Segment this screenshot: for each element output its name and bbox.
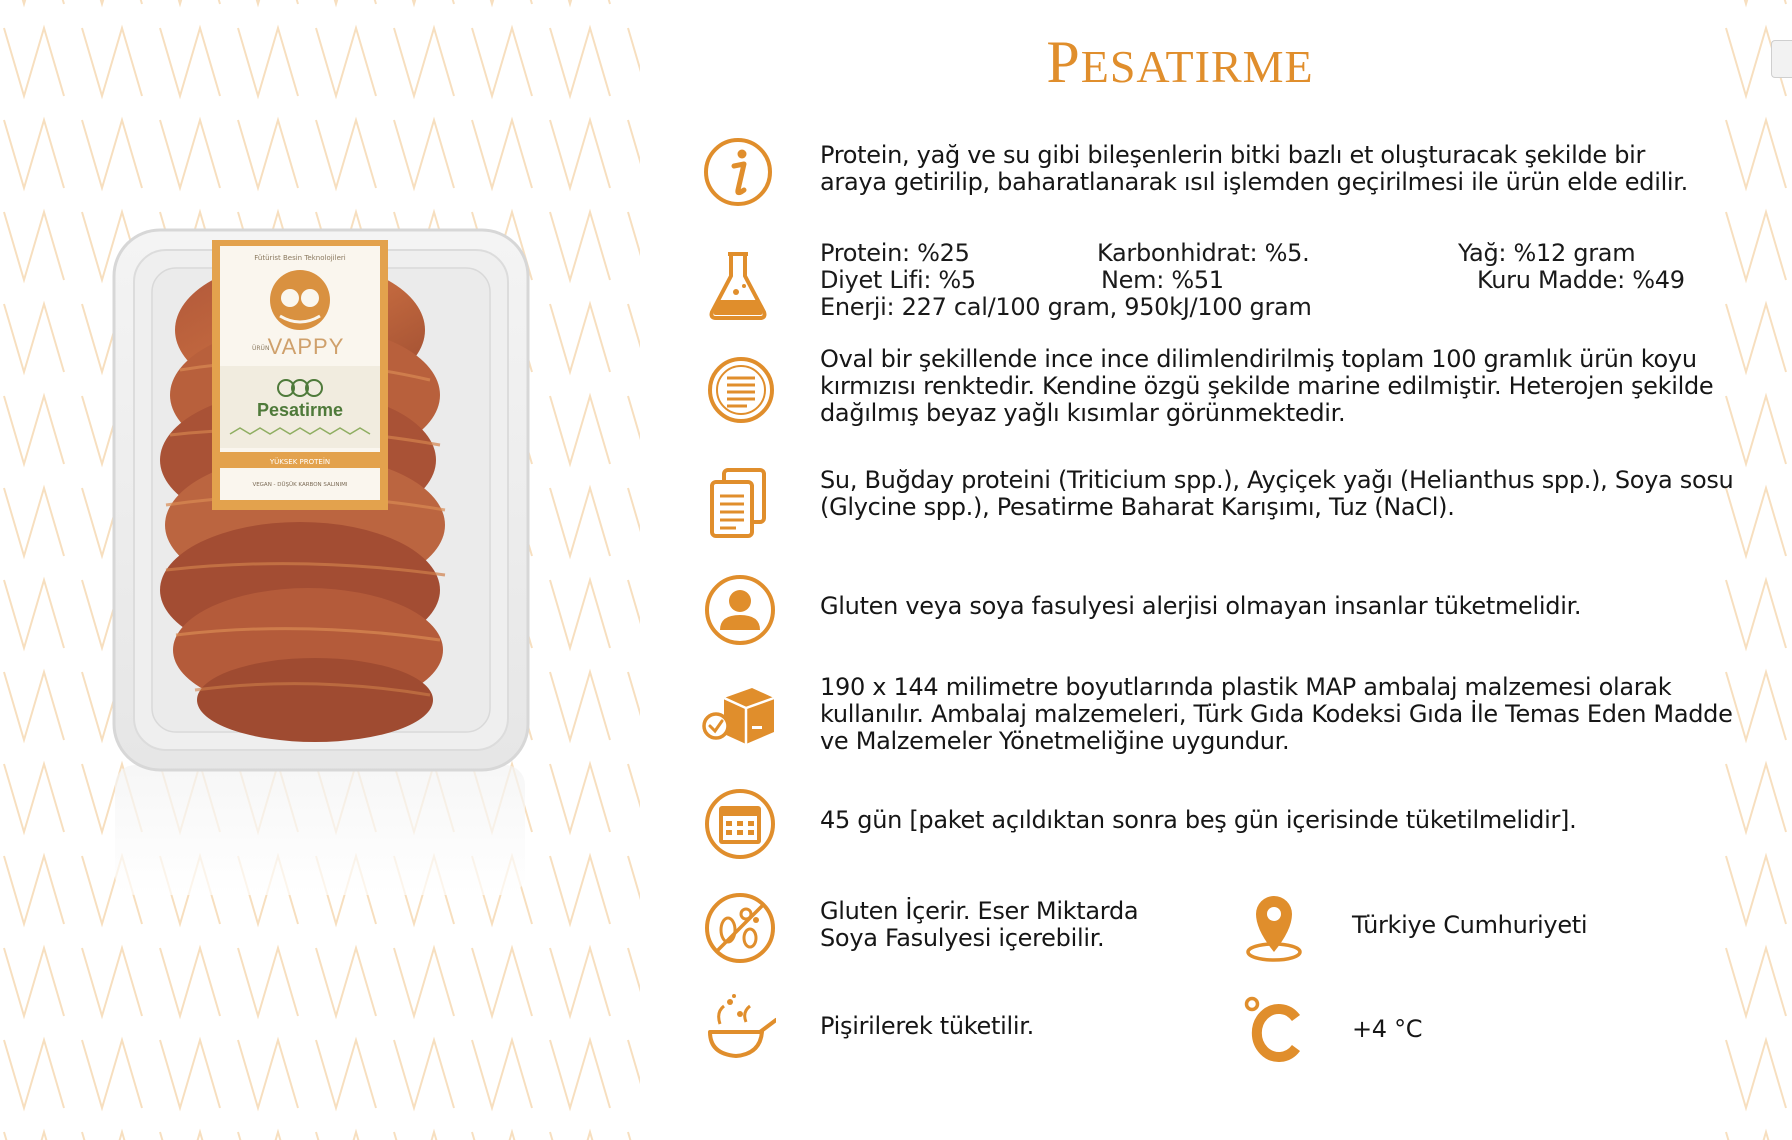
appearance-text: Oval bir şekillende ince ince dilimlendirilmiş toplam 100 gramlık ürün koyu kırmızısı renktedir. Kendine özgü şekilde marine edilmiştir. Heterojen şekilde dağılmış beyaz yağlı kısımlar görünmektedir. bbox=[820, 345, 1714, 427]
page-title: PESATIRME bbox=[1046, 29, 1314, 95]
storage-temperature-text: +4 °C bbox=[1352, 1015, 1423, 1043]
shelf-life-text: 45 gün [paket açıldıktan sonra beş gün içerisinde tüketilmelidir]. bbox=[820, 806, 1577, 834]
ingredients-text: Su, Buğday proteini (Triticium spp.), Ayçiçek yağı (Helianthus spp.), Soya sosu (Glycine spp.), Pesatirme Baharat Karışımı, Tuz (NaCl). bbox=[820, 466, 1734, 521]
documents-icon bbox=[700, 466, 776, 542]
nutrition-dry-matter: Kuru Madde: %49 bbox=[1477, 266, 1685, 294]
location-pin-icon bbox=[1236, 890, 1312, 966]
label-band-text: YÜKSEK PROTEİN bbox=[269, 458, 331, 466]
allergen-text: Gluten İçerir. Eser Miktarda Soya Fasulyesi içerebilir. bbox=[820, 897, 1139, 952]
label-bottom-text: VEGAN - DÜŞÜK KARBON SALINIMI bbox=[252, 482, 348, 488]
nutrition-fiber: Diyet Lifi: %5 bbox=[820, 266, 976, 294]
product-package-image bbox=[100, 220, 540, 900]
nutrition-carbohydrate: Karbonhidrat: %5. bbox=[1097, 239, 1310, 267]
scroll-tab[interactable] bbox=[1771, 40, 1792, 78]
celsius-icon bbox=[1236, 990, 1312, 1066]
label-top-text: Fütürist Besin Teknolojileri bbox=[254, 254, 346, 262]
origin-text: Türkiye Cumhuriyeti bbox=[1352, 911, 1588, 939]
nutrition-protein: Protein: %25 bbox=[820, 239, 970, 267]
label-brand: VAPPY bbox=[267, 334, 345, 359]
flask-icon bbox=[700, 248, 776, 324]
packaging-text: 190 x 144 milimetre boyutlarında plastik MAP ambalaj malzemesi olarak kullanılır. Ambalaj malzemeleri, Türk Gıda Kodeksi Gıda İle Temas Eden Madde ve Malzemeler Yönetmeliğine uygundur. bbox=[820, 673, 1733, 755]
nutrition-fat: Yağ: %12 gram bbox=[1458, 239, 1636, 267]
description-text: Protein, yağ ve su gibi bileşenlerin bitki bazlı et oluşturacak şekilde bir araya getirilip, baharatlanarak ısıl işlemden geçirilmesi ile ürün elde edilir. bbox=[820, 141, 1688, 196]
info-icon bbox=[700, 134, 776, 210]
nutrition-moisture: Nem: %51 bbox=[1101, 266, 1224, 294]
calendar-icon bbox=[702, 786, 778, 862]
label-brand-prefix: ÜRÜN bbox=[252, 345, 270, 352]
allergen-icon bbox=[702, 890, 778, 966]
cooking-icon bbox=[700, 992, 776, 1068]
preparation-text: Pişirilerek tüketilir. bbox=[820, 1012, 1034, 1040]
label-product-name: Pesatirme bbox=[256, 400, 344, 420]
lines-icon bbox=[703, 352, 779, 428]
consumer-text: Gluten veya soya fasulyesi alerjisi olmayan insanlar tüketmelidir. bbox=[820, 592, 1582, 620]
background-pattern-right bbox=[1722, 0, 1792, 1140]
nutrition-energy: Enerji: 227 cal/100 gram, 950kJ/100 gram bbox=[820, 293, 1312, 321]
user-icon bbox=[702, 572, 778, 648]
package-icon bbox=[700, 680, 776, 756]
